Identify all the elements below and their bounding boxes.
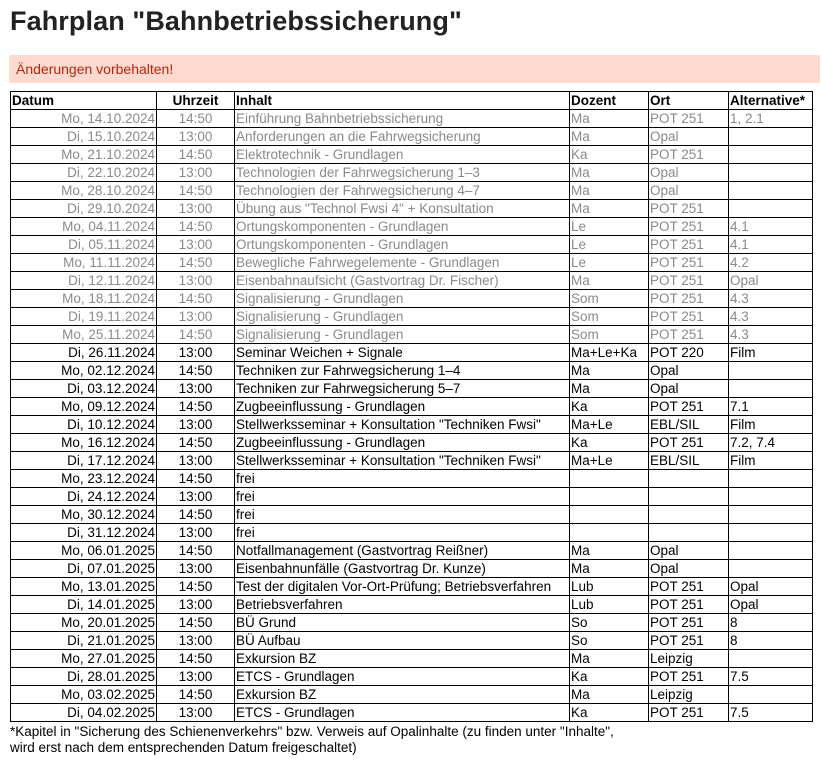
table-row xyxy=(11,164,813,182)
cell-content: ETCS - Grundlagen xyxy=(235,704,570,722)
cell-alternative: 4.3 xyxy=(729,290,813,308)
cell-date: Mo, 23.12.2024 xyxy=(11,470,157,488)
cell-place: Opal xyxy=(649,542,729,560)
cell-time: 14:50 xyxy=(157,434,235,452)
cell-place: Opal xyxy=(649,380,729,398)
table-row xyxy=(11,542,813,560)
table-row xyxy=(11,704,813,722)
cell-alternative: Opal xyxy=(729,578,813,596)
cell-lecturer: Ma xyxy=(570,560,649,578)
cell-time: 14:50 xyxy=(157,614,235,632)
cell-date: Di, 04.02.2025 xyxy=(11,704,157,722)
notice-banner: Änderungen vorbehalten! xyxy=(9,55,820,83)
cell-time: 14:50 xyxy=(157,254,235,272)
table-row xyxy=(11,560,813,578)
cell-place xyxy=(649,506,729,524)
cell-lecturer: Ka xyxy=(570,668,649,686)
header-time: Uhrzeit xyxy=(157,92,235,110)
cell-alternative: 4.3 xyxy=(729,308,813,326)
table-row xyxy=(11,236,813,254)
table-row xyxy=(11,434,813,452)
table-row xyxy=(11,308,813,326)
table-row xyxy=(11,290,813,308)
cell-time: 13:00 xyxy=(157,560,235,578)
cell-time: 13:00 xyxy=(157,668,235,686)
cell-time: 13:00 xyxy=(157,380,235,398)
cell-lecturer: Ma xyxy=(570,200,649,218)
cell-time: 13:00 xyxy=(157,596,235,614)
cell-alternative: 4.1 xyxy=(729,218,813,236)
table-row xyxy=(11,128,813,146)
table-row xyxy=(11,452,813,470)
cell-time: 14:50 xyxy=(157,470,235,488)
cell-place: Leipzig xyxy=(649,686,729,704)
schedule-header xyxy=(11,92,813,110)
cell-content: BÜ Grund xyxy=(235,614,570,632)
cell-place: EBL/SIL xyxy=(649,416,729,434)
cell-time: 14:50 xyxy=(157,110,235,128)
cell-date: Di, 22.10.2024 xyxy=(11,164,157,182)
cell-time: 13:00 xyxy=(157,164,235,182)
cell-content: Eisenbahnaufsicht (Gastvortrag Dr. Fischer) xyxy=(235,272,570,290)
cell-date: Di, 26.11.2024 xyxy=(11,344,157,362)
cell-content: frei xyxy=(235,506,570,524)
cell-alternative: 8 xyxy=(729,632,813,650)
cell-date: Mo, 11.11.2024 xyxy=(11,254,157,272)
cell-place: Opal xyxy=(649,182,729,200)
cell-lecturer: Ma xyxy=(570,650,649,668)
cell-alternative: 7.5 xyxy=(729,668,813,686)
cell-content: Exkursion BZ xyxy=(235,650,570,668)
cell-date: Di, 05.11.2024 xyxy=(11,236,157,254)
cell-place: Opal xyxy=(649,128,729,146)
cell-lecturer: Lub xyxy=(570,596,649,614)
cell-lecturer: Ka xyxy=(570,398,649,416)
cell-date: Di, 28.01.2025 xyxy=(11,668,157,686)
cell-alternative: 7.1 xyxy=(729,398,813,416)
table-row xyxy=(11,110,813,128)
cell-time: 13:00 xyxy=(157,128,235,146)
cell-date: Mo, 30.12.2024 xyxy=(11,506,157,524)
header-lecturer: Dozent xyxy=(570,92,649,110)
cell-lecturer: Ma xyxy=(570,272,649,290)
cell-content: Signalisierung - Grundlagen xyxy=(235,326,570,344)
cell-date: Di, 12.11.2024 xyxy=(11,272,157,290)
cell-place xyxy=(649,470,729,488)
cell-place: Opal xyxy=(649,560,729,578)
cell-date: Di, 03.12.2024 xyxy=(11,380,157,398)
table-row xyxy=(11,146,813,164)
cell-time: 13:00 xyxy=(157,524,235,542)
cell-place: POT 251 xyxy=(649,434,729,452)
cell-place xyxy=(649,488,729,506)
cell-lecturer: Ma+Le+Ka xyxy=(570,344,649,362)
cell-place: POT 251 xyxy=(649,398,729,416)
cell-place: POT 251 xyxy=(649,668,729,686)
table-row xyxy=(11,686,813,704)
cell-content: Elektrotechnik - Grundlagen xyxy=(235,146,570,164)
table-row xyxy=(11,218,813,236)
cell-date: Mo, 25.11.2024 xyxy=(11,326,157,344)
cell-alternative xyxy=(729,650,813,668)
table-row xyxy=(11,632,813,650)
cell-lecturer: Ma xyxy=(570,686,649,704)
header-date: Datum xyxy=(11,92,157,110)
cell-alternative xyxy=(729,200,813,218)
cell-time: 14:50 xyxy=(157,146,235,164)
cell-place: POT 251 xyxy=(649,236,729,254)
cell-time: 13:00 xyxy=(157,308,235,326)
schedule-table xyxy=(10,91,813,722)
cell-lecturer: Ma xyxy=(570,182,649,200)
cell-time: 13:00 xyxy=(157,272,235,290)
cell-date: Mo, 27.01.2025 xyxy=(11,650,157,668)
cell-time: 14:50 xyxy=(157,218,235,236)
cell-place: POT 251 xyxy=(649,704,729,722)
cell-place xyxy=(649,524,729,542)
cell-alternative: 4.3 xyxy=(729,326,813,344)
cell-content: Ortungskomponenten - Grundlagen xyxy=(235,218,570,236)
cell-date: Mo, 04.11.2024 xyxy=(11,218,157,236)
cell-content: Techniken zur Fahrwegsicherung 5–7 xyxy=(235,380,570,398)
cell-lecturer: So xyxy=(570,632,649,650)
cell-alternative xyxy=(729,164,813,182)
cell-place: POT 251 xyxy=(649,110,729,128)
header-content: Inhalt xyxy=(235,92,570,110)
cell-place: EBL/SIL xyxy=(649,452,729,470)
cell-date: Mo, 02.12.2024 xyxy=(11,362,157,380)
cell-content: frei xyxy=(235,524,570,542)
cell-place: POT 251 xyxy=(649,632,729,650)
cell-lecturer: Ma+Le xyxy=(570,416,649,434)
cell-place: Leipzig xyxy=(649,650,729,668)
cell-place: POT 220 xyxy=(649,344,729,362)
cell-lecturer xyxy=(570,506,649,524)
table-row xyxy=(11,416,813,434)
cell-alternative: Film xyxy=(729,452,813,470)
cell-time: 14:50 xyxy=(157,182,235,200)
table-row xyxy=(11,650,813,668)
cell-time: 13:00 xyxy=(157,236,235,254)
cell-lecturer: Le xyxy=(570,236,649,254)
cell-lecturer: Ma xyxy=(570,362,649,380)
cell-alternative xyxy=(729,380,813,398)
cell-time: 14:50 xyxy=(157,542,235,560)
cell-alternative xyxy=(729,182,813,200)
cell-time: 14:50 xyxy=(157,506,235,524)
cell-content: Notfallmanagement (Gastvortrag Reißner) xyxy=(235,542,570,560)
cell-alternative: 4.2 xyxy=(729,254,813,272)
cell-date: Di, 17.12.2024 xyxy=(11,452,157,470)
cell-date: Di, 24.12.2024 xyxy=(11,488,157,506)
cell-alternative xyxy=(729,128,813,146)
cell-lecturer: Ma xyxy=(570,128,649,146)
footnote-line-2: wird erst nach dem entsprechenden Datum freigeschaltet) xyxy=(10,740,357,755)
table-row xyxy=(11,272,813,290)
cell-date: Di, 19.11.2024 xyxy=(11,308,157,326)
cell-time: 13:00 xyxy=(157,452,235,470)
cell-content: Übung aus "Technol Fwsi 4" + Konsultation xyxy=(235,200,570,218)
cell-date: Mo, 13.01.2025 xyxy=(11,578,157,596)
cell-place: Opal xyxy=(649,164,729,182)
cell-alternative: 1, 2.1 xyxy=(729,110,813,128)
cell-lecturer: Ma xyxy=(570,110,649,128)
table-row xyxy=(11,596,813,614)
cell-content: Eisenbahnunfälle (Gastvortrag Dr. Kunze) xyxy=(235,560,570,578)
table-row xyxy=(11,488,813,506)
cell-time: 13:00 xyxy=(157,416,235,434)
header-alternative: Alternative* xyxy=(729,92,813,110)
footnote-line-1: *Kapitel in "Sicherung des Schienenverkehrs" bzw. Verweis auf Opalinhalte (zu finden unter "Inhalte", xyxy=(10,724,614,739)
cell-alternative: Film xyxy=(729,344,813,362)
cell-alternative: Opal xyxy=(729,272,813,290)
cell-place: POT 251 xyxy=(649,146,729,164)
table-row xyxy=(11,614,813,632)
cell-lecturer: Ka xyxy=(570,146,649,164)
table-row xyxy=(11,524,813,542)
cell-lecturer: Le xyxy=(570,254,649,272)
table-row xyxy=(11,668,813,686)
cell-content: Anforderungen an die Fahrwegsicherung xyxy=(235,128,570,146)
cell-content: Einführung Bahnbetriebssicherung xyxy=(235,110,570,128)
cell-content: Seminar Weichen + Signale xyxy=(235,344,570,362)
cell-content: BÜ Aufbau xyxy=(235,632,570,650)
cell-date: Di, 31.12.2024 xyxy=(11,524,157,542)
schedule-body xyxy=(11,110,813,722)
cell-alternative: 7.2, 7.4 xyxy=(729,434,813,452)
cell-content: Signalisierung - Grundlagen xyxy=(235,290,570,308)
cell-lecturer xyxy=(570,524,649,542)
cell-alternative xyxy=(729,686,813,704)
cell-place: POT 251 xyxy=(649,614,729,632)
cell-content: Technologien der Fahrwegsicherung 4–7 xyxy=(235,182,570,200)
cell-content: Ortungskomponenten - Grundlagen xyxy=(235,236,570,254)
cell-alternative xyxy=(729,560,813,578)
cell-content: Stellwerksseminar + Konsultation "Techniken Fwsi" xyxy=(235,416,570,434)
cell-date: Mo, 28.10.2024 xyxy=(11,182,157,200)
cell-time: 14:50 xyxy=(157,326,235,344)
cell-alternative: Opal xyxy=(729,596,813,614)
cell-date: Di, 07.01.2025 xyxy=(11,560,157,578)
table-row xyxy=(11,362,813,380)
cell-place: POT 251 xyxy=(649,596,729,614)
cell-content: Zugbeeinflussung - Grundlagen xyxy=(235,398,570,416)
cell-content: frei xyxy=(235,488,570,506)
cell-content: frei xyxy=(235,470,570,488)
cell-time: 14:50 xyxy=(157,290,235,308)
cell-date: Mo, 14.10.2024 xyxy=(11,110,157,128)
cell-lecturer: Som xyxy=(570,290,649,308)
cell-lecturer: Ka xyxy=(570,434,649,452)
page-title: Fahrplan "Bahnbetriebssicherung" xyxy=(10,6,462,36)
table-row xyxy=(11,344,813,362)
cell-content: Betriebsverfahren xyxy=(235,596,570,614)
cell-time: 13:00 xyxy=(157,632,235,650)
cell-lecturer: Lub xyxy=(570,578,649,596)
cell-date: Di, 15.10.2024 xyxy=(11,128,157,146)
table-row xyxy=(11,398,813,416)
cell-content: ETCS - Grundlagen xyxy=(235,668,570,686)
cell-lecturer: Ma xyxy=(570,380,649,398)
footnote xyxy=(10,724,822,756)
cell-alternative: 8 xyxy=(729,614,813,632)
cell-lecturer: Ma xyxy=(570,164,649,182)
cell-alternative: 4.1 xyxy=(729,236,813,254)
cell-date: Mo, 20.01.2025 xyxy=(11,614,157,632)
cell-content: Stellwerksseminar + Konsultation "Techniken Fwsi" xyxy=(235,452,570,470)
table-row xyxy=(11,470,813,488)
cell-lecturer: Ma+Le xyxy=(570,452,649,470)
cell-lecturer: Som xyxy=(570,326,649,344)
cell-alternative xyxy=(729,506,813,524)
cell-date: Mo, 21.10.2024 xyxy=(11,146,157,164)
cell-content: Exkursion BZ xyxy=(235,686,570,704)
cell-alternative: 7.5 xyxy=(729,704,813,722)
cell-place: POT 251 xyxy=(649,272,729,290)
cell-lecturer xyxy=(570,488,649,506)
table-row xyxy=(11,254,813,272)
table-row xyxy=(11,578,813,596)
cell-time: 14:50 xyxy=(157,362,235,380)
cell-alternative: Film xyxy=(729,416,813,434)
table-row xyxy=(11,506,813,524)
cell-content: Bewegliche Fahrwegelemente - Grundlagen xyxy=(235,254,570,272)
cell-date: Di, 10.12.2024 xyxy=(11,416,157,434)
cell-alternative xyxy=(729,470,813,488)
cell-alternative xyxy=(729,488,813,506)
cell-alternative xyxy=(729,362,813,380)
cell-date: Mo, 09.12.2024 xyxy=(11,398,157,416)
cell-date: Mo, 03.02.2025 xyxy=(11,686,157,704)
table-row xyxy=(11,182,813,200)
cell-time: 14:50 xyxy=(157,650,235,668)
cell-place: POT 251 xyxy=(649,218,729,236)
cell-lecturer: Ma xyxy=(570,542,649,560)
cell-place: POT 251 xyxy=(649,200,729,218)
cell-content: Technologien der Fahrwegsicherung 1–3 xyxy=(235,164,570,182)
cell-date: Mo, 18.11.2024 xyxy=(11,290,157,308)
cell-lecturer xyxy=(570,470,649,488)
cell-time: 14:50 xyxy=(157,578,235,596)
table-row xyxy=(11,326,813,344)
cell-content: Techniken zur Fahrwegsicherung 1–4 xyxy=(235,362,570,380)
cell-content: Signalisierung - Grundlagen xyxy=(235,308,570,326)
cell-date: Di, 21.01.2025 xyxy=(11,632,157,650)
header-place: Ort xyxy=(649,92,729,110)
cell-place: POT 251 xyxy=(649,578,729,596)
cell-date: Mo, 06.01.2025 xyxy=(11,542,157,560)
cell-time: 13:00 xyxy=(157,704,235,722)
cell-place: POT 251 xyxy=(649,326,729,344)
table-row xyxy=(11,380,813,398)
cell-alternative xyxy=(729,524,813,542)
cell-place: POT 251 xyxy=(649,254,729,272)
cell-time: 13:00 xyxy=(157,488,235,506)
cell-time: 14:50 xyxy=(157,398,235,416)
cell-alternative xyxy=(729,146,813,164)
cell-lecturer: Ka xyxy=(570,704,649,722)
cell-place: Opal xyxy=(649,362,729,380)
cell-lecturer: Som xyxy=(570,308,649,326)
cell-lecturer: Le xyxy=(570,218,649,236)
cell-place: POT 251 xyxy=(649,308,729,326)
cell-time: 14:50 xyxy=(157,686,235,704)
cell-time: 13:00 xyxy=(157,344,235,362)
cell-time: 13:00 xyxy=(157,200,235,218)
cell-lecturer: So xyxy=(570,614,649,632)
cell-content: Zugbeeinflussung - Grundlagen xyxy=(235,434,570,452)
cell-date: Di, 14.01.2025 xyxy=(11,596,157,614)
cell-date: Mo, 16.12.2024 xyxy=(11,434,157,452)
table-row xyxy=(11,200,813,218)
cell-content: Test der digitalen Vor-Ort-Prüfung; Betriebsverfahren xyxy=(235,578,570,596)
cell-date: Di, 29.10.2024 xyxy=(11,200,157,218)
cell-place: POT 251 xyxy=(649,290,729,308)
cell-alternative xyxy=(729,542,813,560)
